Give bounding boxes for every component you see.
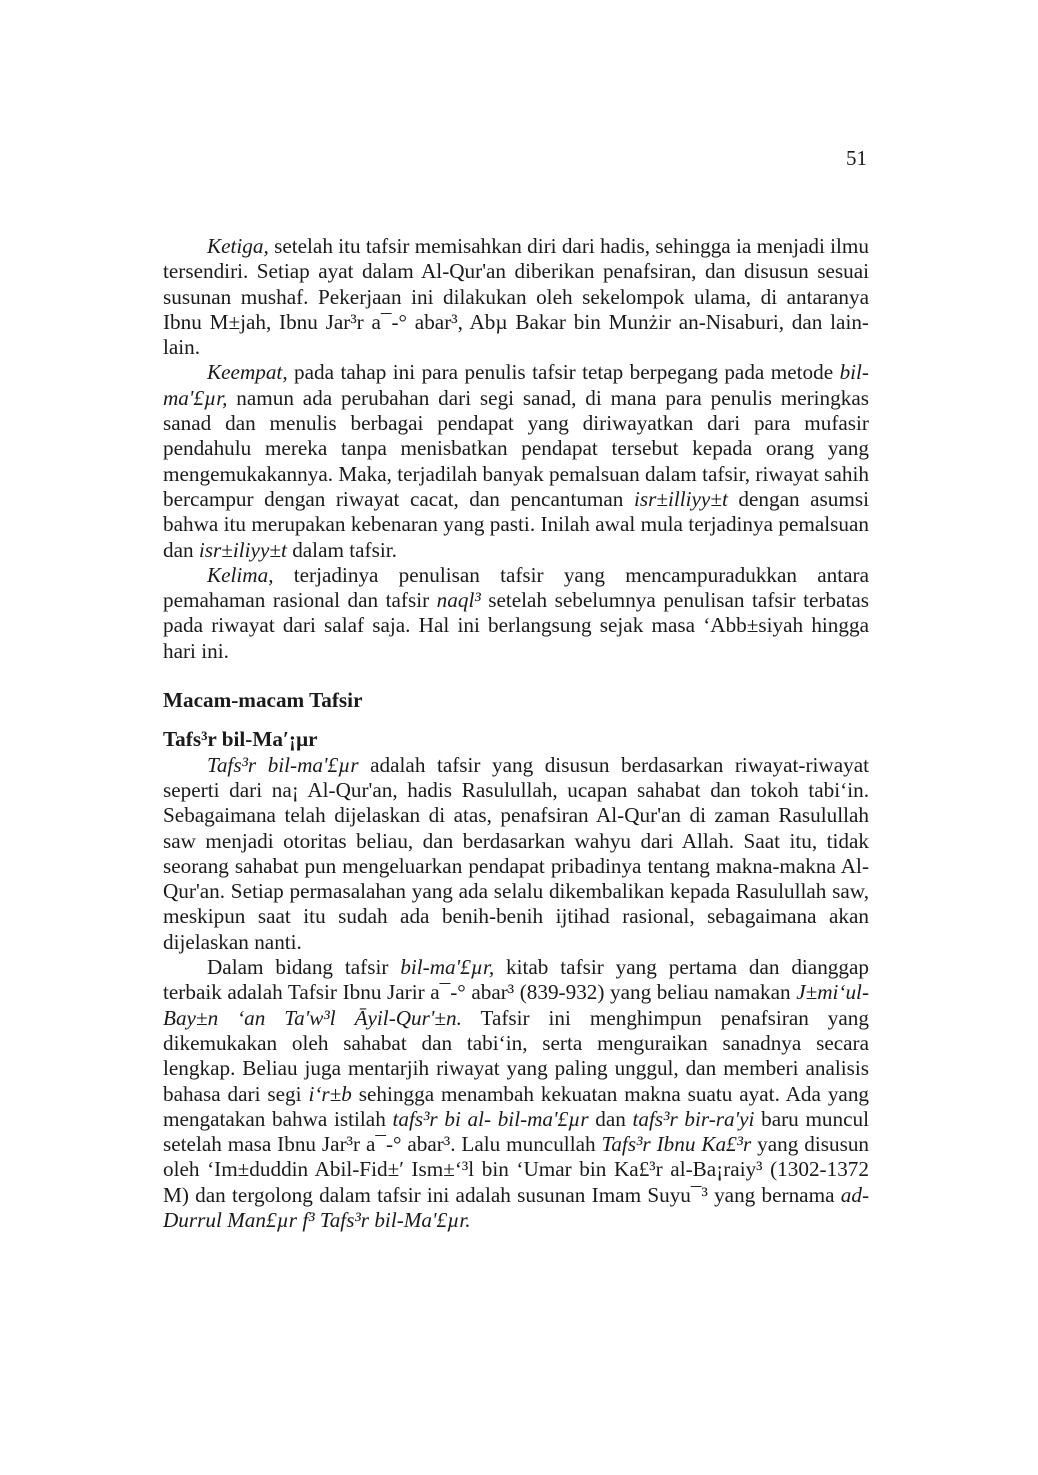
paragraph-lead: Ketiga,: [207, 234, 269, 258]
italic-term: bil-ma'£µr,: [400, 955, 495, 980]
paragraph-keempat: [163, 360, 869, 562]
paragraph-text: Dalam bidang tafsir: [207, 955, 401, 980]
paragraph-kelima: [163, 563, 869, 664]
page-number: 51: [846, 146, 867, 170]
paragraph-text: setelah sebelumnya penulisan tafsir terbatas pada riwayat dari salaf saja. Hal ini berlangsung sejak masa ‘Abb±siyah hingga hari ini.: [163, 588, 869, 663]
paragraph-dalam-bidang: [163, 955, 869, 1233]
subsection-title: Tafs³r bil-Ma′¡µr: [163, 727, 318, 752]
paragraph-tafsir-bil-matsur: [163, 753, 869, 955]
italic-term: tafs³r bi al- bil-ma'£µr: [392, 1106, 589, 1131]
paragraph-lead: Keempat,: [207, 360, 288, 385]
paragraph-text: setelah itu tafsir memisahkan diri dari hadis, sehingga ia menjadi ilmu tersendiri. Setiap ayat dalam Al-Qur'an diberikan penafsiran, dan disusun sesuai susunan mushaf. Pekerjaan ini dilakukan oleh sekelompok ulama, di antaranya Ibnu M±jah, Ibnu Jar³r a¯-° abar³, Abµ Bakar bin Munżir an-Nisaburi, dan lain-lain.: [163, 234, 869, 360]
italic-term: J±mi‘ul-Bay±n ‘an Ta'w³l Āyil-Qur'±n.: [163, 980, 869, 1030]
italic-term: ad-Durrul Man£µr f³ Tafs³r bil-Ma'£µr.: [163, 1182, 869, 1232]
italic-term: naql³: [436, 588, 481, 613]
page-body: [163, 234, 869, 1233]
paragraph-text: kitab tafsir yang pertama dan dianggap terbaik adalah Tafsir Ibnu Jarir a¯-° abar³ (839-932) yang beliau namakan: [163, 955, 869, 1005]
paragraph-text: dengan asumsi bahwa itu merupakan kebenaran yang pasti. Inilah awal mula terjadinya pemalsuan dan: [163, 486, 869, 562]
paragraph-lead: Tafs³r bil-ma'£µr: [207, 752, 359, 777]
paragraph-text: dalam tafsir.: [286, 537, 397, 562]
paragraph-text: sehingga menambah kekuatan makna suatu ayat. Ada yang mengatakan bahwa istilah: [163, 1081, 870, 1131]
paragraph-text: Tafsir ini menghimpun penafsiran yang dikemukakan oleh sahabat dan tabi‘in, serta menguraikan sanadnya secara lengkap. Beliau juga mentarjih riwayat yang paling unggul, dan memberi analisis bahasa dari segi: [163, 1005, 869, 1106]
section-title: Macam-macam Tafsir: [163, 688, 363, 713]
paragraph-text: adalah tafsir yang disusun berdasarkan riwayat-riwayat seperti dari na¡ Al-Qur'an, hadis Rasulullah, ucapan sahabat dan tokoh tabi‘in. Sebagaimana telah dijelaskan di atas, penafsiran Al-Qur'an di zaman Rasulullah saw menjadi otoritas beliau, dan berdasarkan wahyu dari Allah. Saat itu, tidak seorang sahabat pun mengeluarkan pendapat pribadinya tentang makna-makna Al-Qur'an. Setiap permasalahan yang ada selalu dikembalikan kepada Rasulullah saw, meskipun saat itu sudah ada benih-benih ijtihad rasional, sebagaimana akan dijelaskan nanti.: [163, 752, 869, 954]
paragraph-text: dan: [588, 1106, 633, 1131]
paragraph-text: yang disusun oleh ‘Im±duddin Abil-Fid±′ Ism±‘³l bin ‘Umar bin Ka£³r al-Ba¡raiy³ (1302-1372 M) dan tergolong dalam tafsir ini adalah susunan Imam Suyu¯³ yang bernama: [163, 1132, 870, 1207]
italic-term: Tafs³r Ibnu Ka£³r: [601, 1132, 752, 1157]
italic-term: tafs³r bir-ra'yi: [632, 1106, 755, 1131]
italic-term: bil-ma'£µr,: [163, 360, 869, 410]
paragraph-text: terjadinya penulisan tafsir yang mencampuradukkan antara pemahaman rasional dan tafsir: [163, 562, 869, 613]
paragraph-text: pada tahap ini para penulis tafsir tetap berpegang pada metode: [287, 360, 840, 385]
italic-term: isr±illiyy±t: [633, 486, 728, 511]
paragraph-lead: Kelima,: [207, 562, 274, 587]
italic-term: i‘r±b: [308, 1081, 352, 1106]
paragraph-text: namun ada perubahan dari segi sanad, di mana para penulis meringkas sanad dan menulis berbagai pendapat yang diriwayatkan dari para mufasir pendahulu mereka tanpa menisbatkan pendapat tersebut kepada orang yang mengemukakannya. Maka, terjadilah banyak pemalsuan dalam tafsir, riwayat sahih bercampur dengan riwayat cacat, dan pencantuman: [163, 385, 869, 511]
italic-term: isr±iliyy±t: [198, 537, 287, 562]
paragraph-text: baru muncul setelah masa Ibnu Jar³r a¯-° abar³. Lalu muncullah: [163, 1106, 869, 1157]
paragraph-ketiga: [163, 234, 869, 360]
